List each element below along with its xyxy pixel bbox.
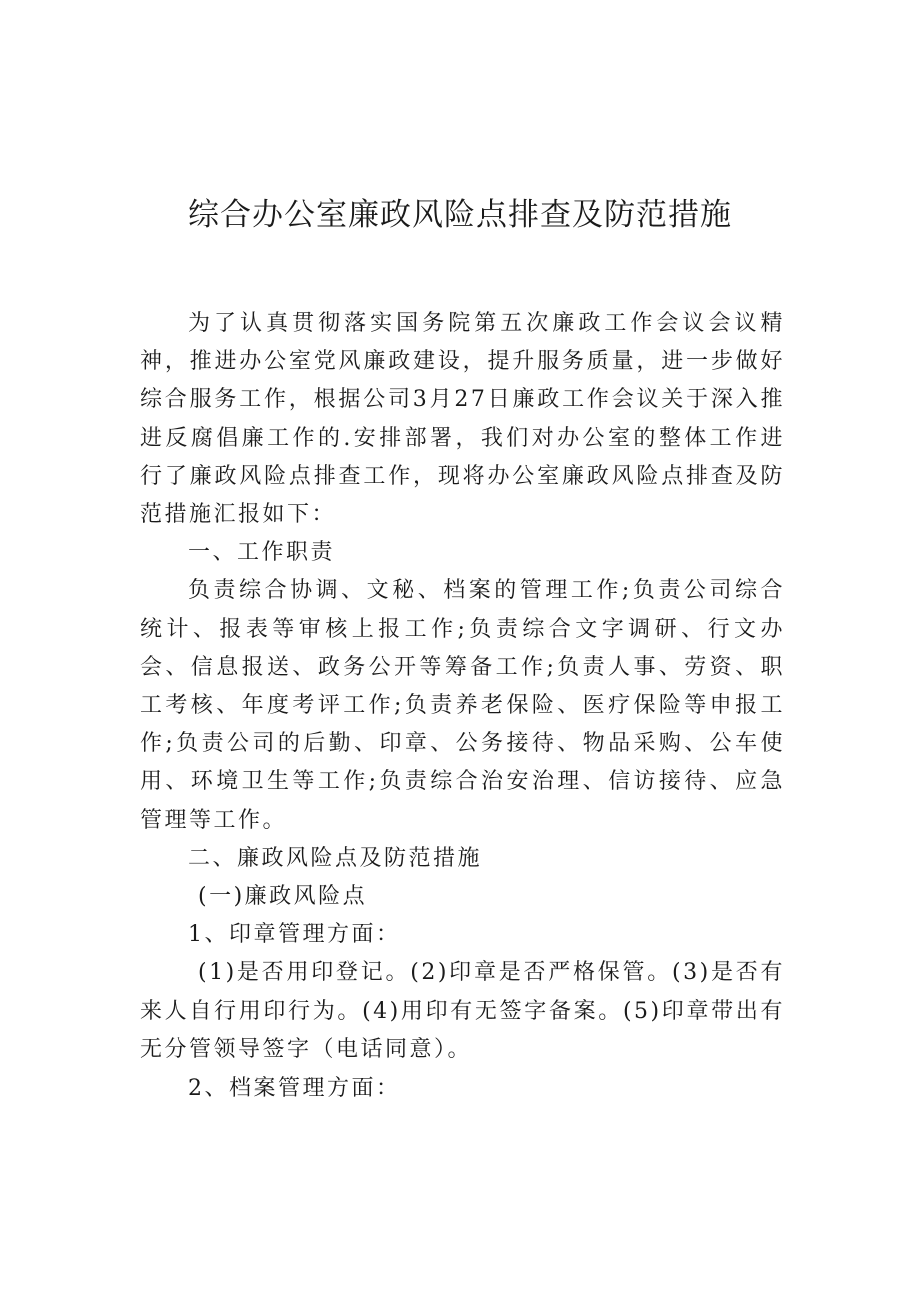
duties-paragraph: 负责综合协调、文秘、档案的管理工作;负责公司综合统计、报表等审核上报工作;负责综合文字调研、行文办会、信息报送、政务公开等筹备工作;负责人事、劳资、职工考核、年度考评工作;负责养老保险、医疗保险等申报工作;负责公司的后勤、印章、公务接待、物品采购、公车使用、环境卫生等工作;负责综合治安治理、信访接待、应急管理等工作。: [140, 578, 785, 833]
document-title: 综合办公室廉政风险点排查及防范措施: [188, 197, 732, 233]
seal-management-paragraph: (1)是否用印登记。(2)印章是否严格保管。(3)是否有来人自行用印行为。(4)用印有无签字备案。(5)印章带出有无分管领导签字（电话同意）。: [140, 960, 785, 1062]
subsection-heading-risk-points: (一)廉政风险点: [198, 884, 368, 910]
section-heading-duties: 一、工作职责: [188, 540, 336, 566]
item-heading-seal-management: 1、印章管理方面：: [188, 922, 401, 948]
intro-paragraph: 为了认真贯彻落实国务院第五次廉政工作会议会议精神，推进办公室党风廉政建设，提升服务质量，进一步做好综合服务工作，根据公司3月27日廉政工作会议关于深入推进反腐倡廉工作的.安排部署，我们对办公室的整体工作进行了廉政风险点排查工作，现将办公室廉政风险点排查及防范措施汇报如下：: [140, 311, 785, 528]
section-heading-risks: 二、廉政风险点及防范措施: [188, 845, 483, 871]
document-body: [140, 305, 785, 1108]
item-heading-archive-management: 2、档案管理方面：: [188, 1076, 401, 1102]
